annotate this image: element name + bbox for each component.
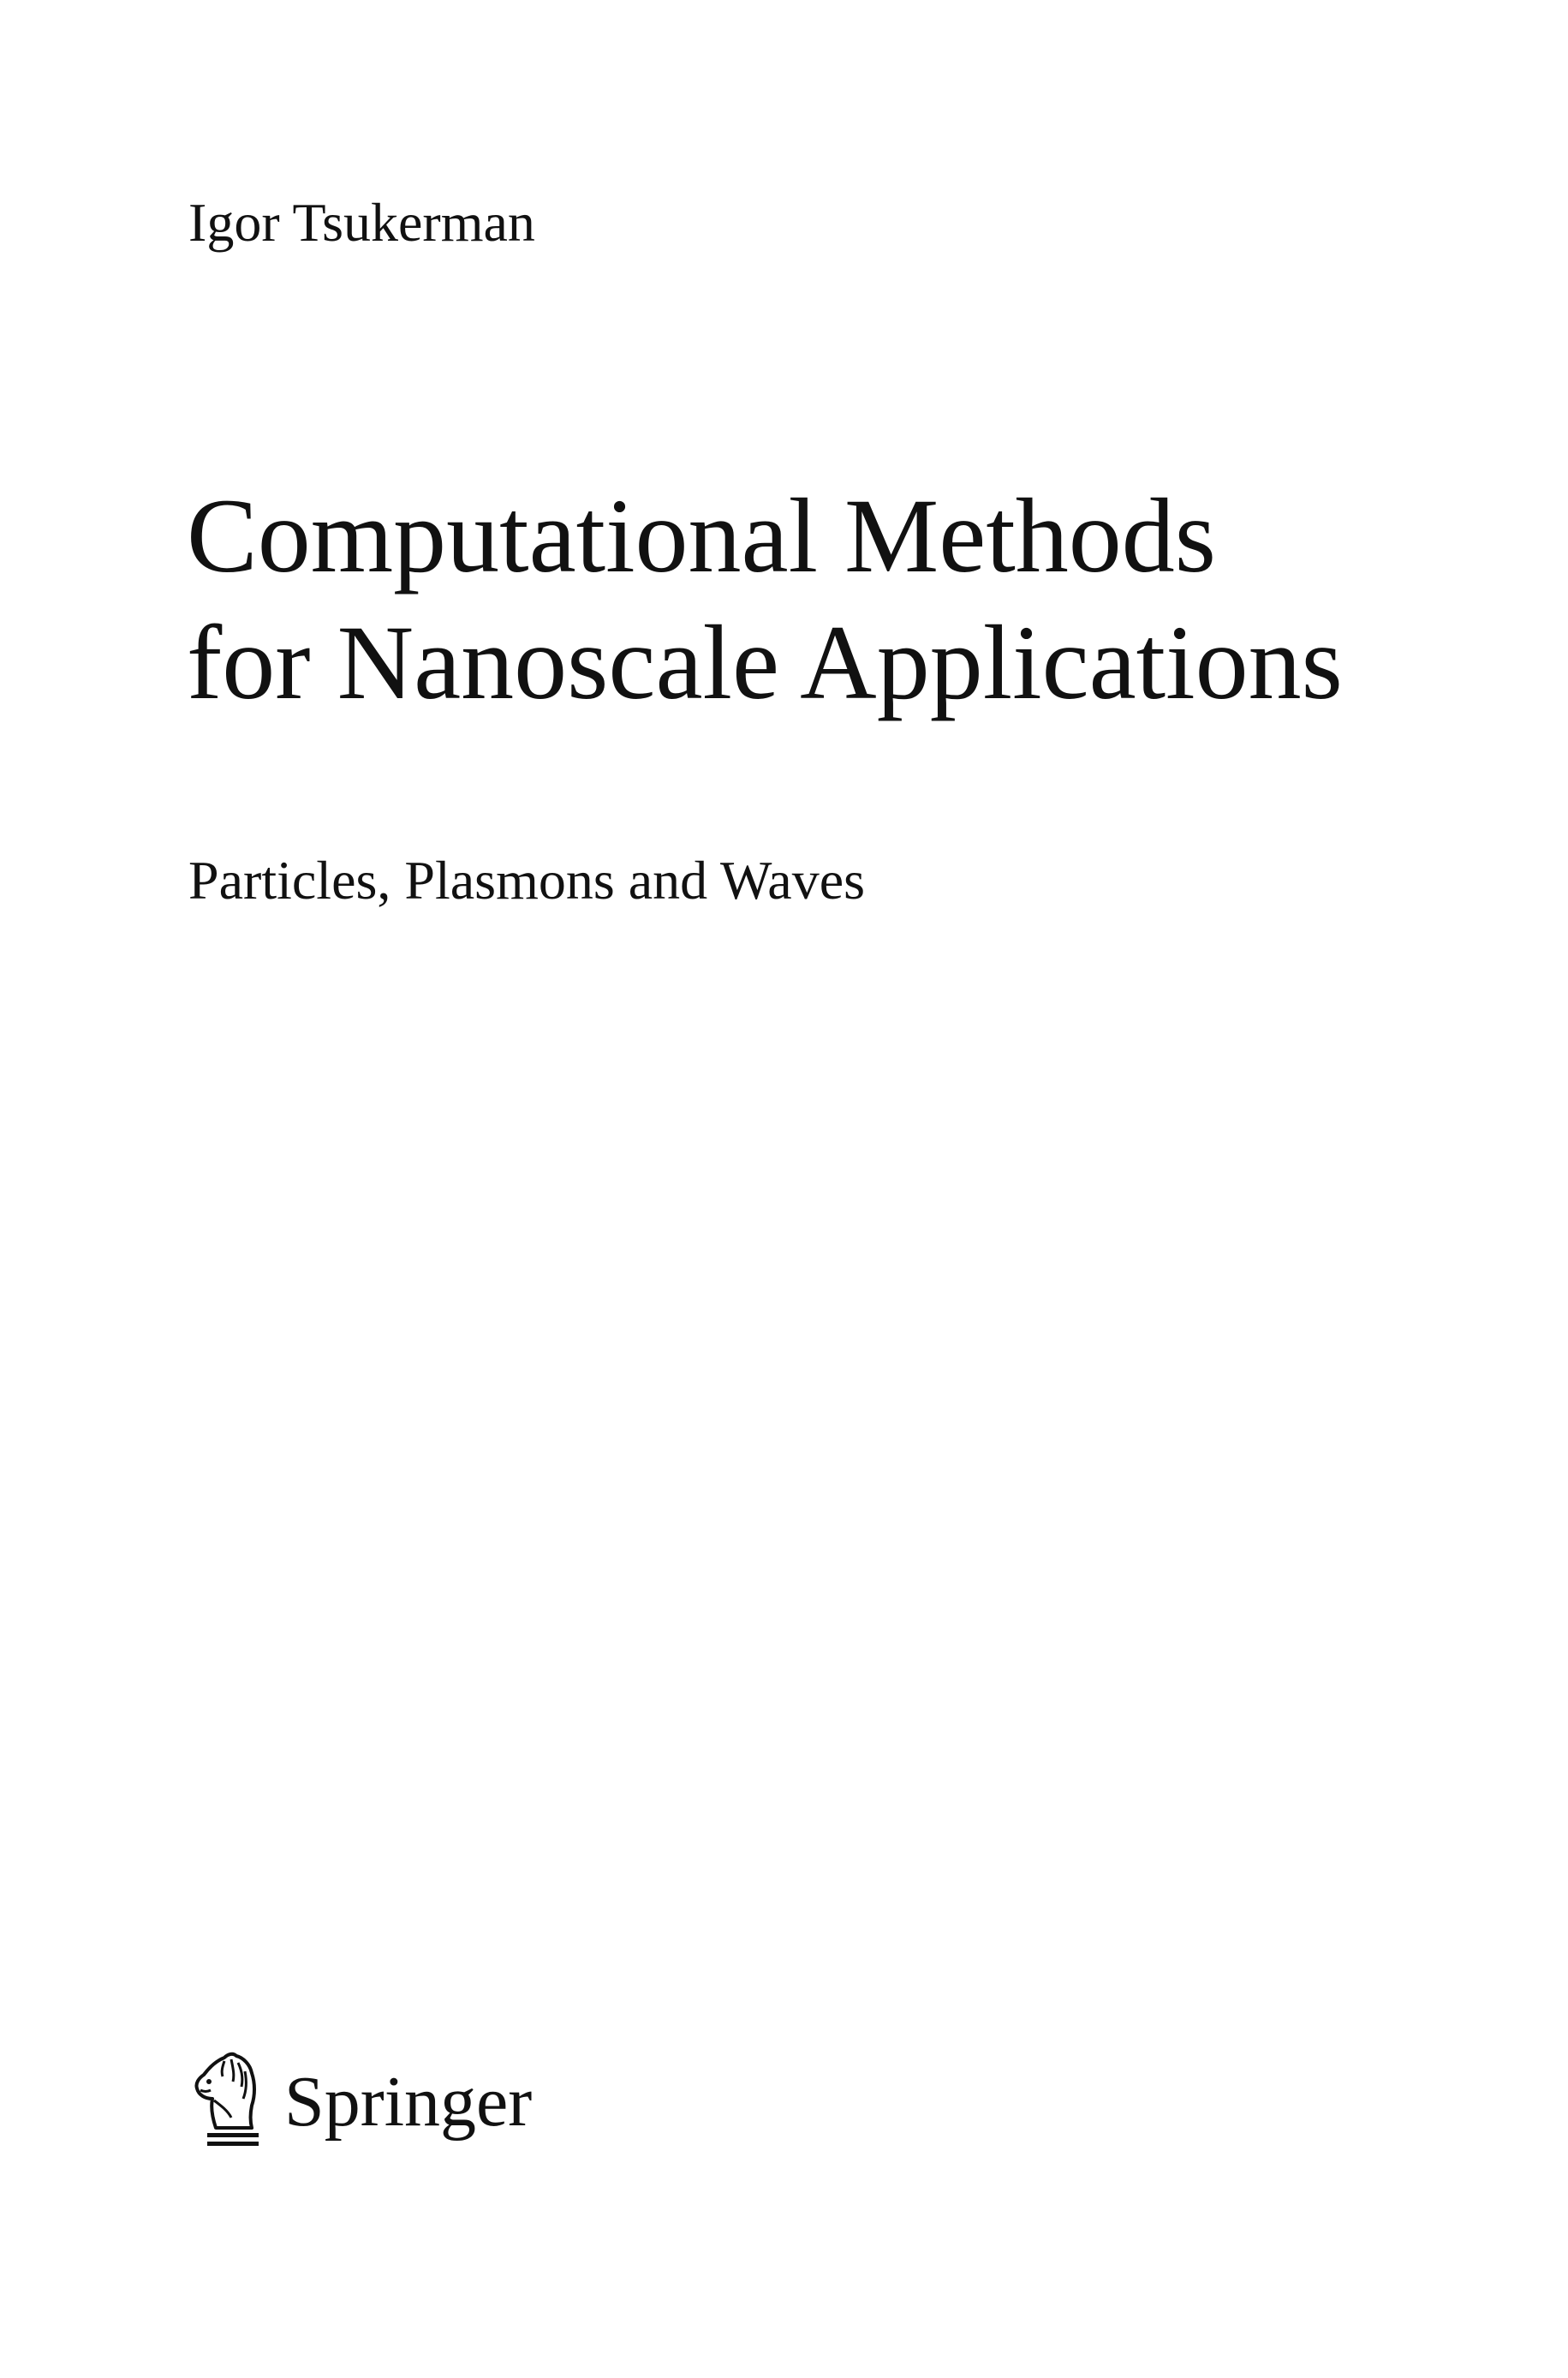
book-subtitle: Particles, Plasmons and Waves — [188, 850, 865, 911]
book-title-line-2: for Nanoscale Applications — [187, 604, 1343, 721]
publisher-mark — [190, 2047, 532, 2150]
author-name: Igor Tsukerman — [188, 192, 535, 253]
book-title — [187, 473, 1343, 726]
springer-horse-logo-icon — [190, 2049, 267, 2150]
publisher-name: Springer — [284, 2062, 533, 2142]
book-title-line-1: Computational Methods — [187, 477, 1217, 594]
